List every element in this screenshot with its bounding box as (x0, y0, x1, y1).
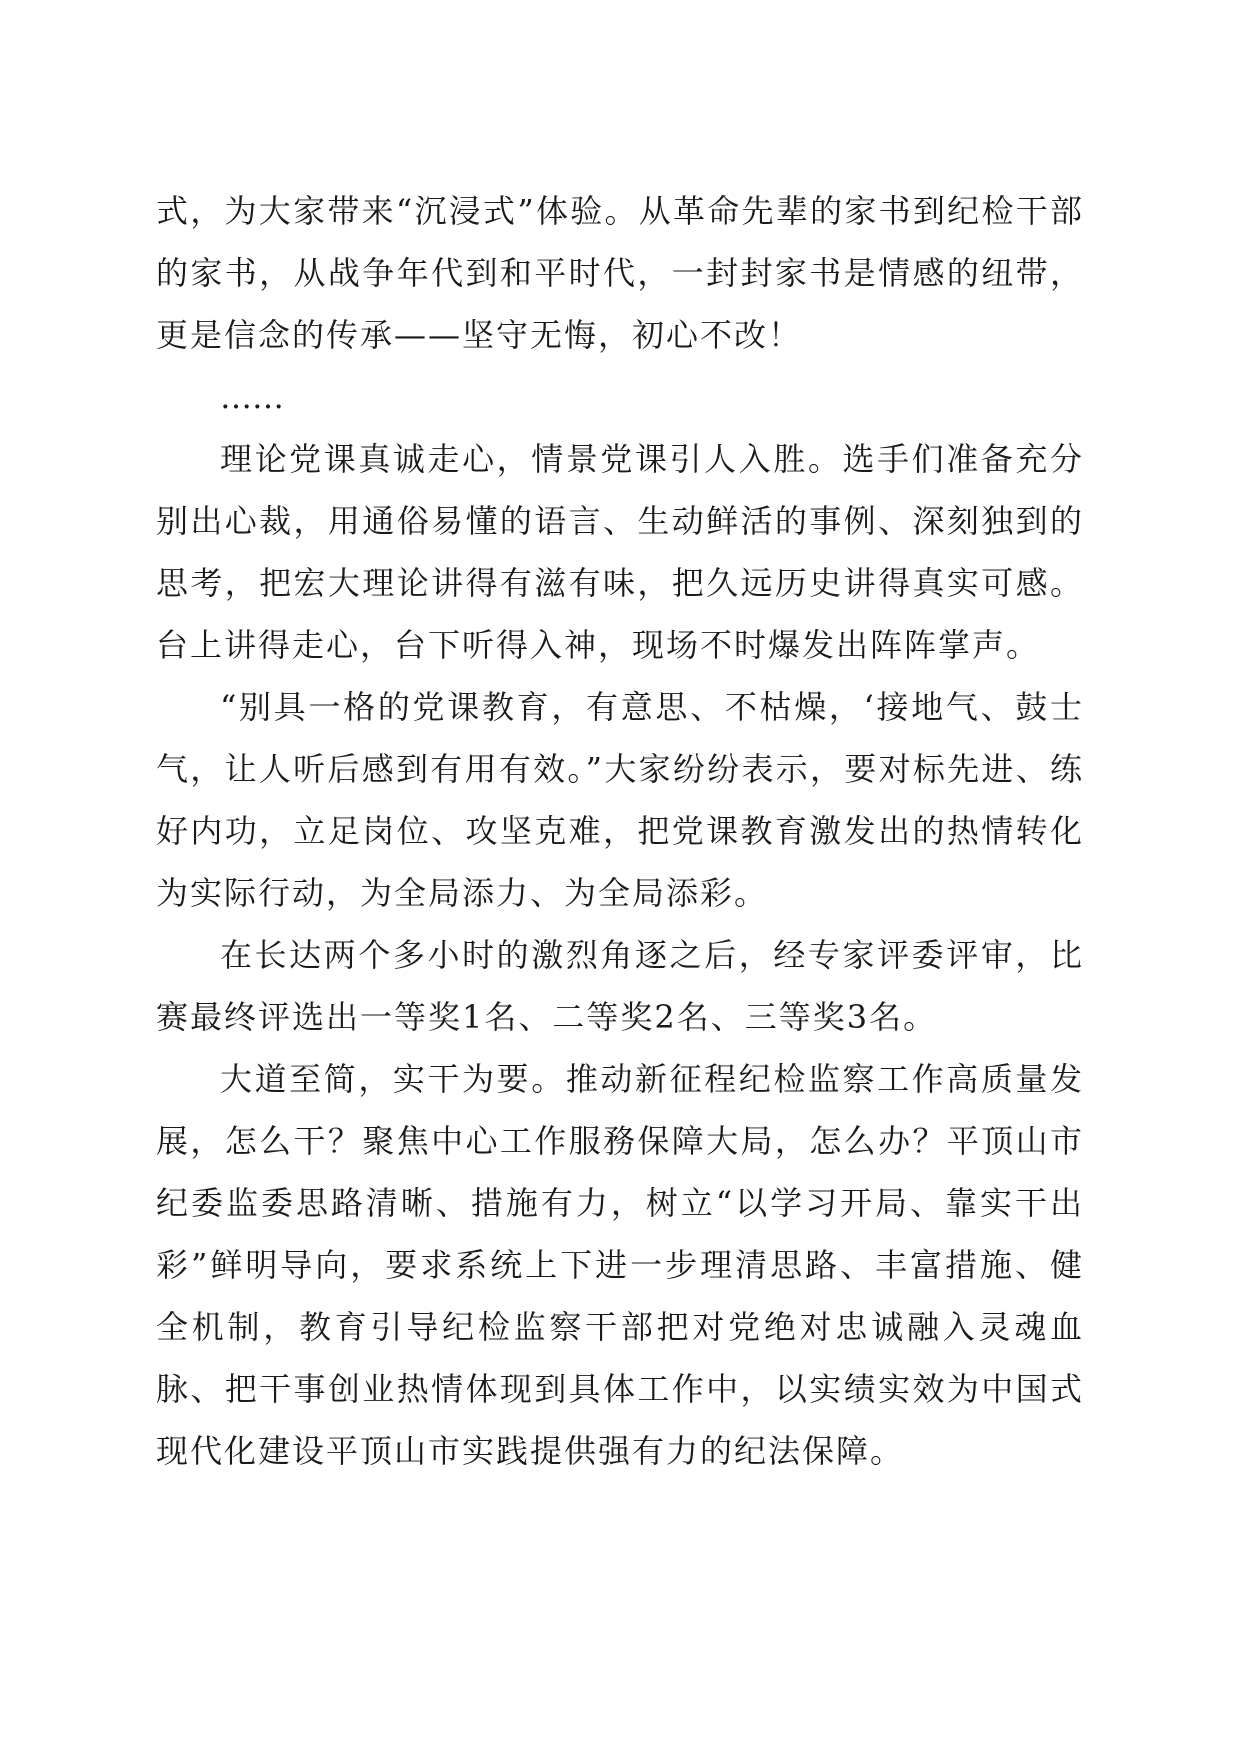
paragraph-party-lessons: 理论党课真诚走心，情景党课引人入胜。选手们准备充分别出心裁，用通俗易懂的语言、生动鲜活的事例、深刻独到的思考，把宏大理论讲得有滋有味，把久远历史讲得真实可感。台上讲得走心，台下听得入神，现场不时爆发出阵阵掌声。 (156, 440, 1084, 664)
paragraph-quote-feedback: “别具一格的党课教育，有意思、不枯燥，‘接地气、鼓士气，让人听后感到有用有效。”大家纷纷表示，要对标先进、练好内功，立足岗位、攻坚克难，把党课教育激发出的热情转化为实际行动，为全局添力、为全局添彩。 (156, 688, 1084, 912)
paragraph-awards: 在长达两个多小时的激烈角逐之后，经专家评委评审，比赛最终评选出一等奖1名、二等奖2名、三等奖3名。 (156, 936, 1084, 1036)
paragraph-conclusion: 大道至简，实干为要。推动新征程纪检监察工作高质量发展，怎么干？聚焦中心工作服務保障大局，怎么办？平顶山市纪委监委思路清晰、措施有力，树立“以学习开局、靠实干出彩”鲜明导向，要求系统上下进一步理清思路、丰富措施、健全机制，教育引导纪检监察干部把对党绝对忠诚融入灵魂血脉、把干事创业热情体现到具体工作中，以实绩实效为中国式现代化建设平顶山市实践提供强有力的纪法保障。 (156, 1060, 1084, 1470)
paragraph-ellipsis: …… (220, 378, 284, 416)
paragraph-family-letters: 式，为大家带来“沉浸式”体验。从革命先辈的家书到纪检干部的家书，从战争年代到和平时代，一封封家书是情感的纽带，更是信念的传承——坚守无悔，初心不改！ (156, 192, 1084, 354)
document-body (156, 180, 1084, 1482)
